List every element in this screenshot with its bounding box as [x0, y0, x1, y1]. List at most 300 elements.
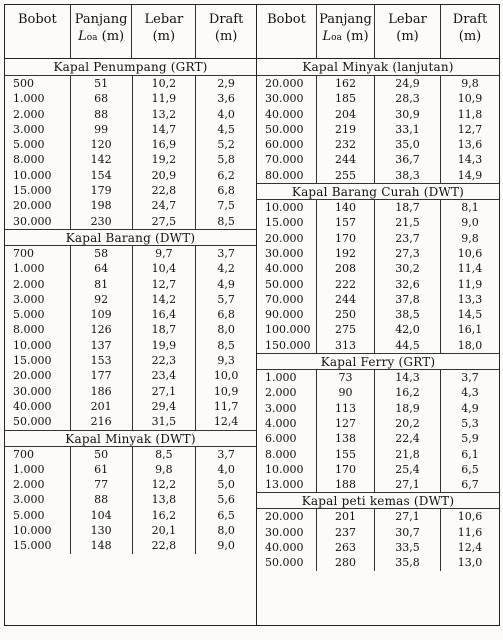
section-rows: [5, 246, 256, 430]
cell-panjang: 127: [317, 416, 375, 431]
cell-lebar: 22,8: [133, 538, 197, 553]
cell-bobot: 4.000: [257, 416, 317, 431]
cell-panjang: 275: [317, 322, 375, 337]
header-panjang: [71, 5, 133, 58]
table-row: [257, 447, 499, 462]
table-row: [257, 338, 499, 353]
table-row: [257, 152, 499, 167]
header-panjang-right-label: Panjang: [319, 12, 372, 27]
cell-draft: 5,2: [217, 138, 235, 152]
header-bobot-right: [257, 5, 317, 58]
cell-bobot: 700: [5, 246, 71, 261]
cell-draft: 9,8: [461, 231, 479, 245]
cell-bobot: 5.000: [5, 307, 71, 322]
cell-bobot: 20.000: [257, 76, 317, 91]
cell-bobot: 10.000: [257, 462, 317, 477]
cell-bobot: 20.000: [5, 198, 71, 213]
table-row: [5, 338, 256, 353]
cell-panjang: 230: [71, 214, 133, 229]
cell-draft: 5,0: [217, 478, 235, 492]
section-rows: [257, 76, 499, 183]
cell-draft: 10,0: [213, 369, 239, 383]
cell-panjang: 88: [71, 107, 133, 122]
cell-draft: 4,3: [461, 386, 479, 400]
table-row: [257, 261, 499, 276]
cell-lebar: 33,5: [375, 540, 441, 555]
cell-panjang: 51: [71, 76, 133, 91]
cell-panjang: 170: [317, 462, 375, 477]
cell-panjang: 204: [317, 107, 375, 122]
cell-bobot: 40.000: [257, 261, 317, 276]
cell-panjang: 81: [71, 277, 133, 292]
cell-draft: 5,7: [217, 292, 235, 306]
section-title: Kapal Ferry (GRT): [257, 353, 499, 370]
table-row: [5, 307, 256, 322]
table-row: [257, 385, 499, 400]
table-row: [5, 462, 256, 477]
header-lebar-unit: (m): [152, 29, 176, 44]
cell-panjang: 92: [71, 292, 133, 307]
header-loa-subscript-right: oa: [331, 33, 342, 43]
cell-draft: 10,6: [457, 510, 483, 524]
header-loa-symbol-right: L: [322, 29, 332, 44]
section-block: [257, 183, 499, 353]
cell-bobot: 8.000: [257, 447, 317, 462]
cell-lebar: 10,2: [133, 76, 197, 91]
table-row: [257, 555, 499, 570]
cell-draft: 13,0: [457, 556, 483, 570]
cell-lebar: 18,9: [375, 401, 441, 416]
cell-lebar: 22,4: [375, 431, 441, 446]
ship-dimension-table: [4, 4, 500, 626]
cell-bobot: 30.000: [5, 384, 71, 399]
cell-draft: 10,9: [213, 384, 239, 398]
cell-draft: 4,0: [217, 107, 235, 121]
cell-draft: 6,7: [461, 478, 479, 492]
header-panjang-label: Panjang: [74, 12, 128, 27]
cell-draft: 8,0: [217, 323, 235, 337]
cell-panjang: 142: [71, 152, 133, 167]
cell-bobot: 1.000: [257, 370, 317, 385]
cell-panjang: 113: [317, 401, 375, 416]
cell-draft: 11,4: [457, 262, 483, 276]
cell-panjang: 126: [71, 322, 133, 337]
cell-lebar: 27,5: [133, 214, 197, 229]
cell-bobot: 20.000: [5, 368, 71, 383]
table-row: [5, 246, 256, 261]
cell-draft: 4,9: [217, 277, 235, 291]
cell-draft: 6,1: [461, 447, 479, 461]
cell-draft: 4,5: [217, 122, 235, 136]
cell-draft: 9,0: [217, 539, 235, 553]
cell-panjang: 157: [317, 215, 375, 230]
cell-bobot: 30.000: [257, 91, 317, 106]
left-table-half: [5, 5, 257, 625]
cell-lebar: 28,3: [375, 91, 441, 106]
cell-panjang: 73: [317, 370, 375, 385]
cell-panjang: 186: [71, 384, 133, 399]
cell-draft: 14,3: [457, 153, 483, 167]
header-draft-unit: (m): [214, 29, 238, 44]
header-draft-right: [441, 5, 499, 58]
cell-panjang: 250: [317, 307, 375, 322]
table-row: [257, 168, 499, 183]
cell-bobot: 500: [5, 76, 71, 91]
cell-bobot: 700: [5, 447, 71, 462]
cell-lebar: 12,2: [133, 477, 197, 492]
cell-bobot: 100.000: [257, 322, 317, 337]
right-table-body: [257, 59, 499, 571]
cell-lebar: 37,8: [375, 292, 441, 307]
cell-bobot: 15.000: [5, 538, 71, 553]
cell-lebar: 20,1: [133, 523, 197, 538]
cell-panjang: 185: [317, 91, 375, 106]
cell-lebar: 30,2: [375, 261, 441, 276]
header-loa-subscript: oa: [86, 33, 98, 43]
cell-draft: 6,5: [461, 462, 479, 476]
cell-bobot: 10.000: [5, 523, 71, 538]
cell-draft: 8,1: [461, 201, 479, 215]
cell-draft: 9,3: [217, 354, 235, 368]
cell-bobot: 70.000: [257, 292, 317, 307]
table-row: [5, 508, 256, 523]
cell-panjang: 104: [71, 508, 133, 523]
cell-draft: 10,6: [457, 246, 483, 260]
cell-draft: 3,7: [461, 371, 479, 385]
cell-bobot: 1.000: [5, 462, 71, 477]
table-row: [5, 538, 256, 553]
cell-lebar: 27,1: [375, 477, 441, 492]
cell-panjang: 138: [317, 431, 375, 446]
header-loa-unit-right: (m): [346, 29, 369, 44]
cell-draft: 14,5: [457, 308, 483, 322]
cell-draft: 12,7: [457, 122, 483, 136]
cell-panjang: 313: [317, 338, 375, 353]
cell-panjang: 64: [71, 261, 133, 276]
cell-bobot: 60.000: [257, 137, 317, 152]
cell-bobot: 1.000: [5, 261, 71, 276]
cell-lebar: 30,9: [375, 107, 441, 122]
cell-lebar: 27,1: [375, 509, 441, 524]
table-row: [257, 277, 499, 292]
cell-draft: 5,6: [217, 493, 235, 507]
table-row: [257, 231, 499, 246]
cell-panjang: 68: [71, 91, 133, 106]
cell-bobot: 3.000: [257, 401, 317, 416]
table-row: [5, 384, 256, 399]
table-row: [5, 292, 256, 307]
cell-draft: 7,5: [217, 199, 235, 213]
cell-bobot: 6.000: [257, 431, 317, 446]
table-row: [257, 477, 499, 492]
cell-bobot: 20.000: [257, 509, 317, 524]
header-panjang-unit: [71, 28, 132, 47]
cell-draft: 6,8: [217, 184, 235, 198]
header-draft-right-label: Draft: [452, 12, 488, 27]
header-lebar: [132, 5, 196, 58]
cell-lebar: 32,6: [375, 277, 441, 292]
table-row: [5, 137, 256, 152]
cell-draft: 2,9: [217, 77, 235, 90]
cell-bobot: 2.000: [257, 385, 317, 400]
cell-panjang: 201: [71, 399, 133, 414]
cell-bobot: 150.000: [257, 338, 317, 353]
cell-panjang: 188: [317, 477, 375, 492]
table-row: [257, 76, 499, 91]
cell-lebar: 21,8: [375, 447, 441, 462]
table-row: [5, 122, 256, 137]
cell-draft: 3,7: [217, 447, 235, 461]
cell-panjang: 137: [71, 338, 133, 353]
cell-draft: 14,9: [457, 168, 483, 182]
cell-lebar: 16,2: [375, 385, 441, 400]
table-row: [257, 401, 499, 416]
cell-lebar: 23,7: [375, 231, 441, 246]
cell-bobot: 30.000: [257, 246, 317, 261]
header-draft-label: Draft: [208, 12, 244, 27]
section-rows: [5, 447, 256, 554]
cell-panjang: 219: [317, 122, 375, 137]
right-header-row: [257, 5, 499, 59]
cell-bobot: 2.000: [5, 107, 71, 122]
section-block: [257, 492, 499, 570]
table-row: [257, 91, 499, 106]
cell-draft: 16,1: [457, 323, 483, 337]
cell-panjang: 130: [71, 523, 133, 538]
table-row: [257, 137, 499, 152]
table-row: [5, 91, 256, 106]
cell-bobot: 15.000: [5, 183, 71, 198]
table-row: [257, 200, 499, 215]
cell-bobot: 40.000: [5, 399, 71, 414]
table-row: [257, 431, 499, 446]
cell-lebar: 25,4: [375, 462, 441, 477]
cell-lebar: 30,7: [375, 525, 441, 540]
section-rows: [257, 200, 499, 353]
cell-panjang: 255: [317, 168, 375, 183]
section-title: Kapal Penumpang (GRT): [5, 59, 256, 76]
cell-lebar: 27,3: [375, 246, 441, 261]
cell-draft: 9,0: [461, 216, 479, 230]
cell-bobot: 80.000: [257, 168, 317, 183]
table-row: [257, 416, 499, 431]
table-row: [5, 399, 256, 414]
cell-lebar: 14,2: [133, 292, 197, 307]
cell-lebar: 35,0: [375, 137, 441, 152]
cell-panjang: 208: [317, 261, 375, 276]
cell-draft: 3,6: [217, 92, 235, 106]
table-row: [257, 246, 499, 261]
cell-lebar: 19,9: [133, 338, 197, 353]
cell-bobot: 10.000: [5, 338, 71, 353]
cell-lebar: 38,5: [375, 307, 441, 322]
table-row: [5, 523, 256, 538]
cell-lebar: 16,4: [133, 307, 197, 322]
table-row: [5, 477, 256, 492]
cell-lebar: 19,2: [133, 152, 197, 167]
cell-draft: 13,6: [457, 138, 483, 152]
cell-lebar: 16,9: [133, 137, 197, 152]
cell-bobot: 30.000: [257, 525, 317, 540]
cell-draft: 8,0: [217, 524, 235, 538]
cell-lebar: 8,5: [133, 447, 197, 462]
right-table-half: [257, 5, 499, 625]
header-bobot-right-label: Bobot: [267, 12, 306, 27]
section-block: [5, 229, 256, 430]
cell-draft: 4,2: [217, 262, 235, 276]
cell-bobot: 5.000: [5, 137, 71, 152]
section-block: [257, 59, 499, 183]
cell-panjang: 155: [317, 447, 375, 462]
header-panjang-right: [317, 5, 375, 58]
cell-panjang: 280: [317, 555, 375, 570]
header-lebar-right-label: Lebar: [388, 12, 427, 27]
cell-panjang: 77: [71, 477, 133, 492]
cell-lebar: 42,0: [375, 322, 441, 337]
cell-panjang: 237: [317, 525, 375, 540]
cell-lebar: 21,5: [375, 215, 441, 230]
cell-lebar: 24,9: [375, 76, 441, 91]
cell-lebar: 18,7: [375, 200, 441, 215]
cell-panjang: 99: [71, 122, 133, 137]
cell-draft: 6,8: [217, 308, 235, 322]
cell-bobot: 20.000: [257, 231, 317, 246]
cell-lebar: 14,7: [133, 122, 197, 137]
cell-lebar: 13,2: [133, 107, 197, 122]
cell-draft: 8,5: [217, 214, 235, 228]
section-title: Kapal Minyak (DWT): [5, 430, 256, 447]
section-rows: [257, 370, 499, 492]
cell-panjang: 162: [317, 76, 375, 91]
cell-panjang: 244: [317, 292, 375, 307]
cell-bobot: 50.000: [5, 414, 71, 429]
table-row: [5, 107, 256, 122]
header-draft-right-unit: (m): [458, 29, 482, 44]
cell-lebar: 23,4: [133, 368, 197, 383]
table-row: [257, 292, 499, 307]
cell-lebar: 20,9: [133, 168, 197, 183]
cell-bobot: 3.000: [5, 122, 71, 137]
cell-lebar: 35,8: [375, 555, 441, 570]
table-row: [257, 509, 499, 524]
table-row: [5, 76, 256, 91]
cell-lebar: 13,8: [133, 492, 197, 507]
left-header-row: [5, 5, 256, 59]
cell-panjang: 232: [317, 137, 375, 152]
cell-bobot: 50.000: [257, 277, 317, 292]
cell-panjang: 148: [71, 538, 133, 553]
cell-bobot: 50.000: [257, 122, 317, 137]
section-title: Kapal Barang Curah (DWT): [257, 183, 499, 200]
cell-lebar: 29,4: [133, 399, 197, 414]
cell-lebar: 14,3: [375, 370, 441, 385]
cell-panjang: 179: [71, 183, 133, 198]
cell-panjang: 88: [71, 492, 133, 507]
cell-bobot: 40.000: [257, 540, 317, 555]
table-row: [257, 370, 499, 385]
header-loa-symbol: L: [78, 29, 87, 44]
cell-draft: 4,0: [217, 462, 235, 476]
cell-draft: 18,0: [457, 338, 483, 352]
cell-lebar: 44,5: [375, 338, 441, 353]
section-rows: [5, 76, 256, 229]
cell-bobot: 1.000: [5, 91, 71, 106]
cell-draft: 5,9: [461, 432, 479, 446]
cell-bobot: 5.000: [5, 508, 71, 523]
cell-draft: 8,5: [217, 338, 235, 352]
cell-bobot: 8.000: [5, 322, 71, 337]
header-lebar-label: Lebar: [144, 12, 184, 27]
cell-bobot: 70.000: [257, 152, 317, 167]
cell-bobot: 40.000: [257, 107, 317, 122]
section-block: [5, 59, 256, 229]
cell-lebar: 16,2: [133, 508, 197, 523]
cell-lebar: 22,3: [133, 353, 197, 368]
cell-draft: 9,8: [461, 77, 479, 90]
cell-panjang: 50: [71, 447, 133, 462]
cell-panjang: 154: [71, 168, 133, 183]
cell-panjang: 120: [71, 137, 133, 152]
cell-bobot: 13.000: [257, 477, 317, 492]
table-row: [5, 322, 256, 337]
cell-draft: 12,4: [213, 415, 239, 429]
table-row: [5, 198, 256, 213]
cell-panjang: 90: [317, 385, 375, 400]
cell-lebar: 9,7: [133, 246, 197, 261]
cell-draft: 11,8: [457, 107, 483, 121]
cell-bobot: 8.000: [5, 152, 71, 167]
cell-panjang: 244: [317, 152, 375, 167]
section-block: [5, 430, 256, 554]
table-row: [257, 307, 499, 322]
cell-lebar: 12,7: [133, 277, 197, 292]
table-row: [5, 353, 256, 368]
cell-lebar: 24,7: [133, 198, 197, 213]
cell-draft: 13,3: [457, 292, 483, 306]
cell-bobot: 3.000: [5, 492, 71, 507]
cell-lebar: 10,4: [133, 261, 197, 276]
table-row: [257, 215, 499, 230]
header-bobot: [5, 5, 71, 58]
cell-lebar: 22,8: [133, 183, 197, 198]
table-row: [5, 214, 256, 229]
cell-bobot: 10.000: [257, 200, 317, 215]
cell-lebar: 18,7: [133, 322, 197, 337]
table-row: [5, 277, 256, 292]
table-row: [257, 107, 499, 122]
cell-lebar: 9,8: [133, 462, 197, 477]
table-row: [5, 152, 256, 167]
section-title: Kapal Minyak (lanjutan): [257, 59, 499, 76]
cell-bobot: 2.000: [5, 277, 71, 292]
cell-bobot: 50.000: [257, 555, 317, 570]
table-row: [257, 462, 499, 477]
left-table-body: [5, 59, 256, 554]
section-rows: [257, 509, 499, 570]
section-block: [257, 353, 499, 492]
table-row: [5, 492, 256, 507]
cell-draft: 10,9: [457, 92, 483, 106]
table-row: [5, 447, 256, 462]
cell-lebar: 20,2: [375, 416, 441, 431]
cell-bobot: 15.000: [257, 215, 317, 230]
cell-panjang: 109: [71, 307, 133, 322]
table-row: [257, 322, 499, 337]
cell-panjang: 153: [71, 353, 133, 368]
cell-panjang: 61: [71, 462, 133, 477]
header-lebar-right: [375, 5, 441, 58]
cell-bobot: 10.000: [5, 168, 71, 183]
